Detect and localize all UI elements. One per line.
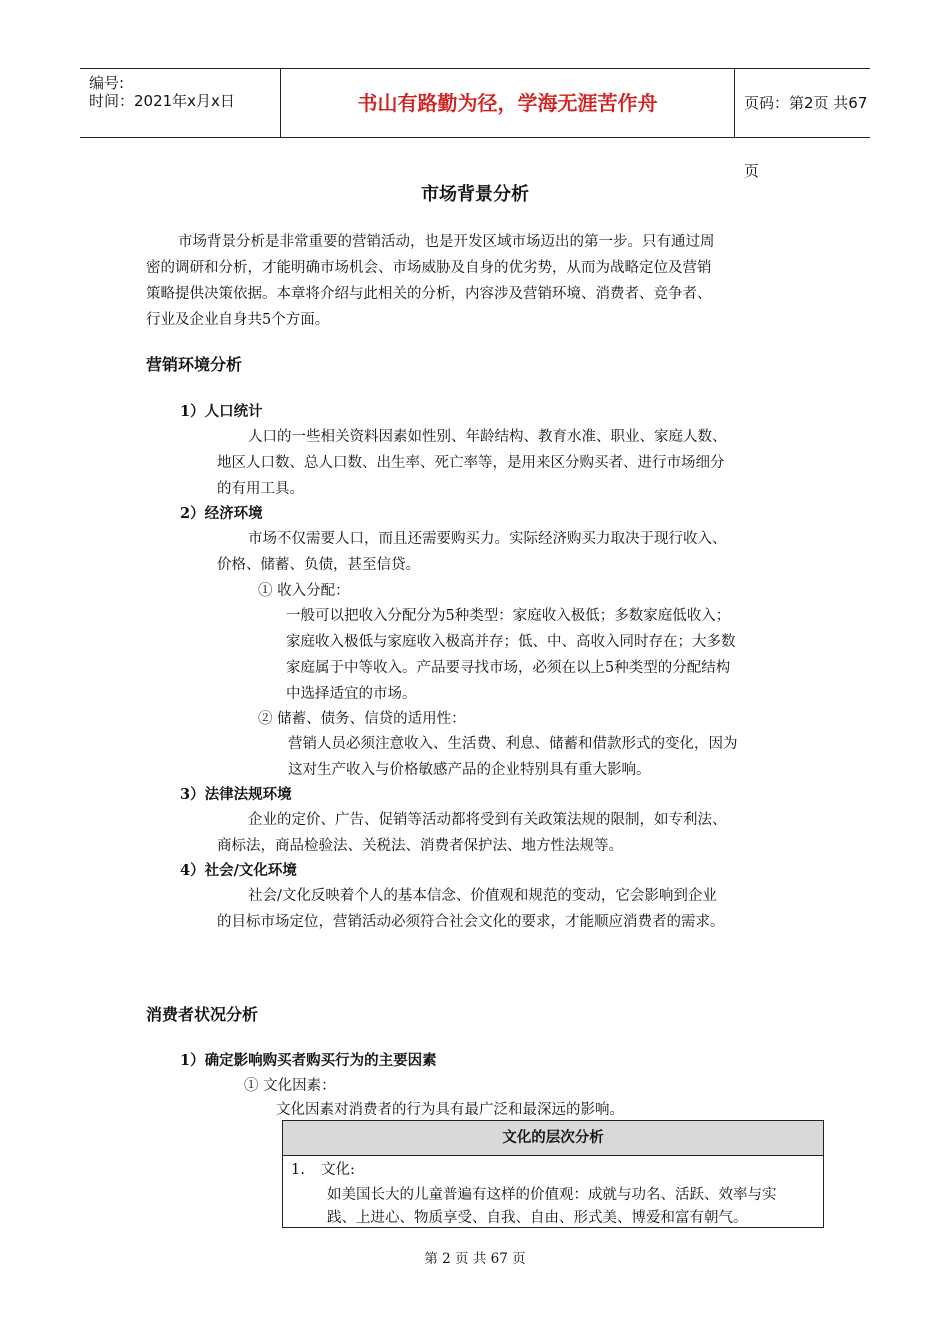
subsection-heading: 1）确定影响购买者购买行为的主要因素 [180,1052,437,1069]
intro-line: 市场背景分析是非常重要的营销活动，也是开发区域市场迈出的第一步。只有通过周 [178,234,715,250]
subsection-heading: 1）人口统计 [180,403,263,420]
intro-line: 策略提供决策依据。本章将介绍与此相关的分析，内容涉及营销环境、消费者、竞争者、 [146,286,712,302]
doc-date-label: 时间：2021年x月x日 [89,92,235,110]
body-line: 家庭属于中等收入。产品要寻找市场，必须在以上5种类型的分配结构 [286,660,731,676]
page-header [80,68,870,180]
body-line: 的有用工具。 [217,481,304,497]
list-item-title: ① 收入分配： [258,583,350,599]
box-line: 践、上进心、物质享受、自我、自由、形式美、博爱和富有朝气。 [327,1210,748,1226]
box-item-number: 1. [291,1162,305,1178]
body-line: 地区人口数、总人口数、出生率、死亡率等，是用来区分购买者、进行市场细分 [217,455,725,471]
header-meta [80,69,280,137]
body-line: 家庭收入极低与家庭收入极高并存；低、中、高收入同时存在；大多数 [286,634,736,650]
header-motto: 书山有路勤为径，学海无涯苦作舟 [357,91,658,115]
doc-number-label: 编号: [89,74,125,92]
section-heading-consumer: 消费者状况分析 [146,1005,259,1024]
body-line: 这对生产收入与价格敏感产品的企业特别具有重大影响。 [288,762,651,778]
body-line: 商标法，商品检验法、关税法、消费者保护法、地方性法规等。 [217,838,623,854]
header-motto-cell [280,69,735,137]
body-line: 一般可以把收入分配分为5种类型：家庭收入极低；多数家庭低收入； [286,608,731,624]
body-line: 人口的一些相关资料因素如性别、年龄结构、教育水准、职业、家庭人数、 [248,429,727,445]
box-title: 文化的层次分析 [283,1121,823,1156]
box-line: 如美国长大的儿童普遍有这样的价值观：成就与功名、活跃、效率与实 [327,1187,777,1203]
intro-line: 行业及企业自身共5个方面。 [146,312,330,328]
page-footer: 第 2 页 共 67 页 [424,1251,526,1267]
body-line: 文化因素对消费者的行为具有最广泛和最深远的影响。 [276,1102,624,1118]
body-line: 企业的定价、广告、促销等活动都将受到有关政策法规的限制，如专利法、 [248,812,727,828]
box-item-title: 文化: [321,1162,355,1178]
intro-line: 密的调研和分析，才能明确市场机会、市场威胁及自身的优劣势，从而为战略定位及营销 [146,260,712,276]
body-line: 的目标市场定位，营销活动必须符合社会文化的要求，才能顺应消费者的需求。 [217,914,725,930]
subsection-heading: 4）社会/文化环境 [180,862,297,879]
body-line: 价格、储蓄、负债，甚至信贷。 [217,557,420,573]
header-page-cell [735,69,870,180]
body-line: 市场不仅需要人口，而且还需要购买力。实际经济购买力取决于现行收入、 [248,531,727,547]
subsection-heading: 3）法律法规环境 [180,786,292,803]
list-item-title: ② 储蓄、债务、信贷的适用性： [258,711,466,727]
body-line: 中选择适宜的市场。 [286,686,417,702]
page-title: 市场背景分析 [421,184,529,205]
section-heading-marketing-env: 营销环境分析 [146,355,243,374]
body-line: 社会/文化反映着个人的基本信念、价值观和规范的变动，它会影响到企业 [248,888,717,904]
subsection-heading: 2）经济环境 [180,505,263,522]
header-page-number: 页码：第2页 共67页 [744,94,868,180]
list-item-title: ① 文化因素： [244,1078,336,1094]
body-line: 营销人员必须注意收入、生活费、利息、储蓄和借款形式的变化，因为 [288,736,738,752]
culture-analysis-box [282,1120,824,1228]
